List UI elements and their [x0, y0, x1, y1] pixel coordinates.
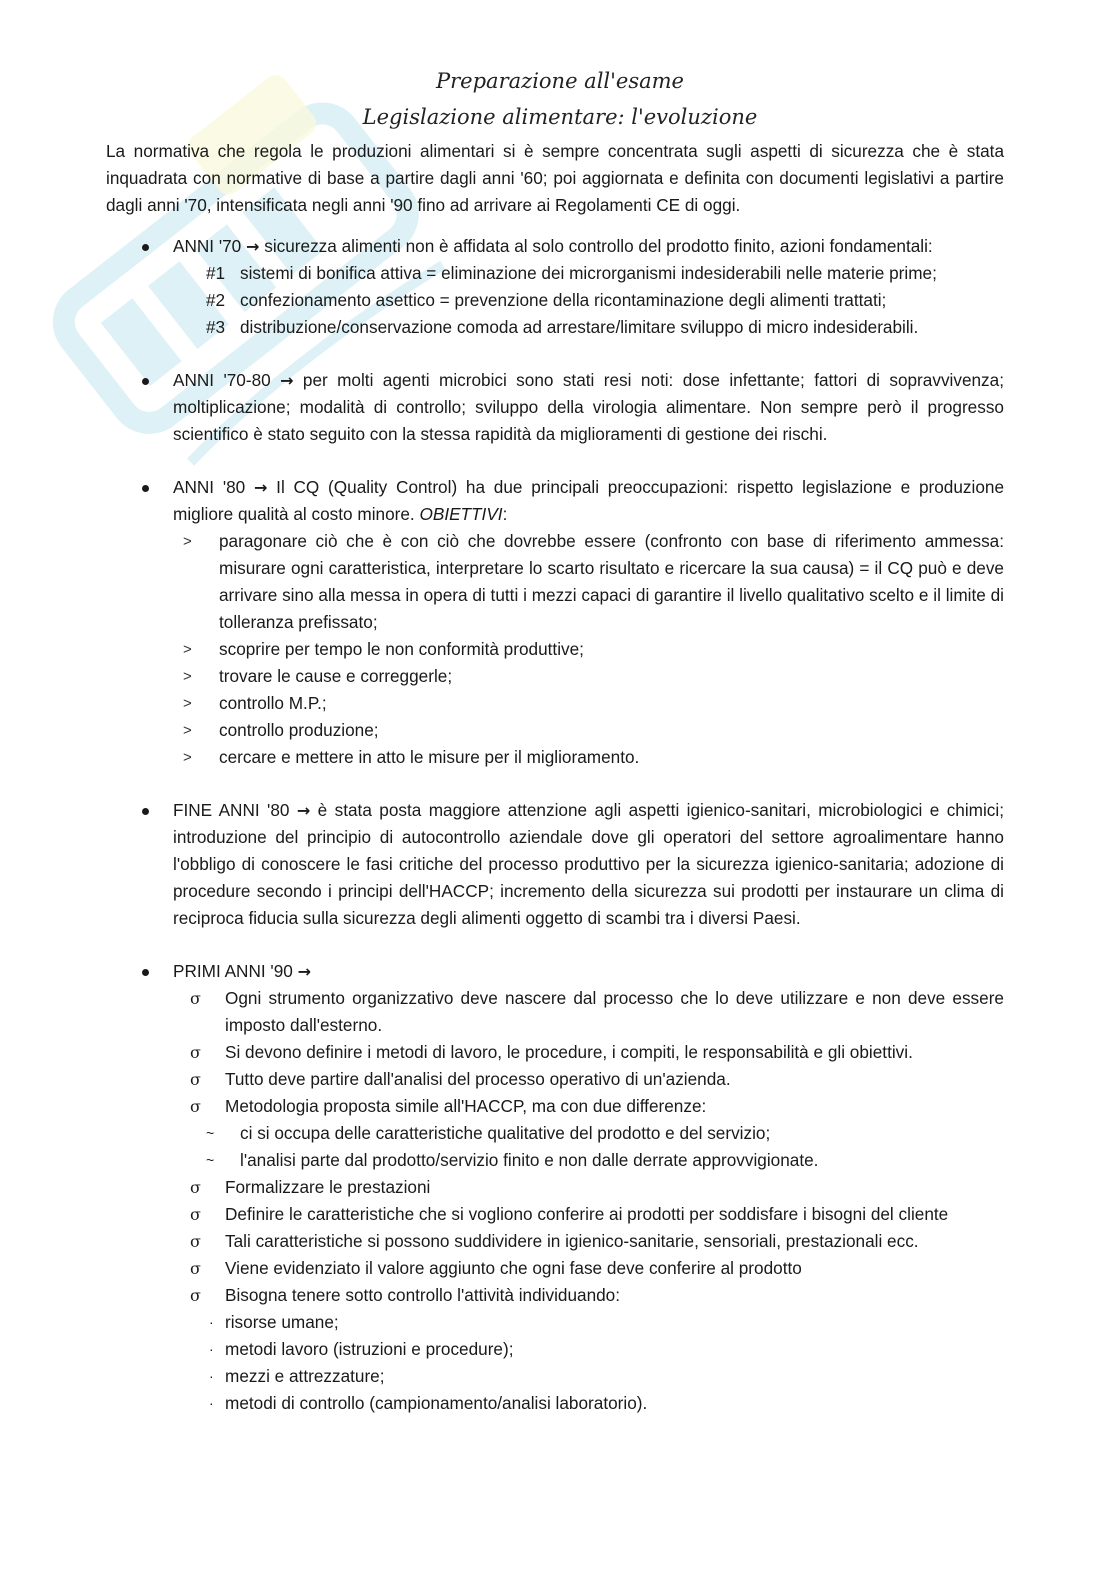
list-item: σ Si devono definire i metodi di lavoro, le procedure, i compiti, le responsabilità e gli obiettivi. [190, 1042, 913, 1062]
list-item: σ Bisogna tenere sotto controllo l'attività individuando: [190, 1285, 621, 1305]
section-fine-anni-80 [106, 797, 1004, 932]
objectives-label: OBIETTIVI [419, 504, 503, 524]
section-label: PRIMI ANNI '90 [173, 961, 293, 981]
list-item: σ Tutto deve partire dall'analisi del processo operativo di un'azienda. [190, 1069, 731, 1089]
arrow-icon: → [296, 801, 311, 820]
list-item: ~ ci si occupa delle caratteristiche qualitative del prodotto e del servizio; [206, 1123, 771, 1143]
list-item: · metodi di controllo (campionamento/analisi laboratorio). [209, 1393, 648, 1413]
list-item: > cercare e mettere in atto le misure per il miglioramento. [183, 747, 640, 767]
arrow-icon: → [246, 237, 260, 256]
list-item: > controllo produzione; [183, 720, 379, 740]
section-anni-80: ANNI '80 → Il CQ (Quality Control) ha due principali preoccupazioni: rispetto legislazione e produzione migliore qualità al costo minore. OBIETTIVI: > paragonare ciò che è con ciò che dovrebbe essere (confronto con base di riferimento ammessa: misurare ogni caratteristica, interpretare lo scarto risultato e ricercare la sua causa) = il CQ può e deve arrivare sino alla messa in opera di tutti i mezzi capaci di garantire il livello qualitativo scelto e il limite di tolleranza prefissato; > scoprire per tempo le non conformità produttive; > trovare le cause e correggerle; > controllo M.P.; > controllo produzione; > cercare e mettere in atto le misure per il miglioramento. [106, 474, 1004, 771]
doc-subtitle: Legislazione alimentare: l'evoluzione [362, 105, 758, 129]
list-item: #3 distribuzione/conservazione comoda ad arrestare/limitare sviluppo di micro indesiderabili. [206, 317, 919, 337]
document-page [106, 62, 1004, 1443]
section-label: ANNI '70-80 [173, 370, 271, 390]
list-item: σ Formalizzare le prestazioni [190, 1177, 431, 1197]
bullet-icon [142, 808, 149, 815]
section-label: ANNI '70 [173, 236, 242, 256]
list-item: σ Tali caratteristiche si possono suddividere in igienico-sanitarie, sensoriali, prestazionali ecc. [190, 1231, 919, 1251]
doc-title: Preparazione all'esame [436, 69, 684, 93]
bullet-icon [142, 969, 149, 976]
bullet-icon [142, 485, 149, 492]
bullet-icon [142, 378, 149, 385]
list-item: > scoprire per tempo le non conformità produttive; [183, 639, 584, 659]
section-text: Il CQ (Quality Control) ha due principali preoccupazioni: rispetto legislazione e produzione migliore qualità al costo minore. [173, 477, 1005, 524]
list-item: · metodi lavoro (istruzioni e procedure); [209, 1339, 514, 1359]
intro-paragraph: La normativa che regola le produzioni alimentari si è sempre concentrata sugli aspetti di sicurezza che è stata inquadrata con normative di base a partire dagli anni '60; poi aggiornata e definita con documenti legislativi a partire dagli anni '70, intensificata negli anni '90 fino ad arrivare ai Regolamenti CE di oggi. [106, 141, 1004, 215]
arrow-icon: → [280, 371, 294, 390]
bullet-icon [142, 244, 149, 251]
section-text: è stata posta maggiore attenzione agli aspetti igienico-sanitari, microbiologici e chimici; introduzione del principio di autocontrollo aziendale dove gli operatori del settore agroalimentare hanno l'obbligo di conoscere le fasi critiche del processo produttivo per la sicurezza igienico-sanitaria; adozione di procedure secondo i principi dell'HACCP; incremento della sicurezza sui prodotti per instaurare un clima di reciproca fiducia sulla sicurezza degli alimenti oggetto di scambi tra i diversi Paesi. [173, 800, 1004, 928]
section-label: ANNI '80 [173, 477, 246, 497]
section-primi-anni-90 [106, 958, 1004, 1417]
list-item: σ Definire le caratteristiche che si vogliono conferire ai prodotti per soddisfare i bisogni del cliente [190, 1204, 949, 1224]
list-item: #1 sistemi di bonifica attiva = eliminazione dei microrganismi indesiderabili nelle materie prime; [206, 263, 937, 283]
section-anni-70 [106, 233, 1004, 341]
list-item: > controllo M.P.; [183, 693, 327, 713]
list-item: #2 confezionamento asettico = prevenzione della ricontaminazione degli alimenti trattati; [206, 290, 887, 310]
section-anni-70-80 [106, 367, 1004, 448]
list-item: > paragonare ciò che è con ciò che dovrebbe essere (confronto con base di riferimento ammessa: misurare ogni caratteristica, interpretare lo scarto risultato e ricercare la sua causa) = il CQ può e deve arrivare sino alla messa in opera di tutti i mezzi capaci di garantire il livello qualitativo scelto e il limite di tolleranza prefissato; [183, 531, 1004, 632]
list-item: · risorse umane; [209, 1312, 339, 1332]
section-text: per molti agenti microbici sono stati resi noti: dose infettante; fattori di sopravvivenza; moltiplicazione; modalità di controllo; sviluppo della virologia alimentare. Non sempre però il progresso scientifico è stato seguito con la stessa rapidità da miglioramenti di gestione dei rischi. [173, 370, 1004, 444]
list-item: σ Ogni strumento organizzativo deve nascere dal processo che lo deve utilizzare e non deve essere imposto dall'esterno. [190, 988, 1004, 1035]
section-text: sicurezza alimenti non è affidata al solo controllo del prodotto finito, azioni fondamentali: [264, 236, 933, 256]
arrow-icon: → [297, 962, 311, 981]
section-label: FINE ANNI '80 [173, 800, 290, 820]
list-item: σ Metodologia proposta simile all'HACCP, ma con due differenze: [190, 1096, 707, 1116]
arrow-icon: → [254, 478, 268, 497]
list-item: σ Viene evidenziato il valore aggiunto che ogni fase deve conferire al prodotto [190, 1258, 802, 1278]
list-item: > trovare le cause e correggerle; [183, 666, 453, 686]
list-item: ~ l'analisi parte dal prodotto/servizio finito e non dalle derrate approvvigionate. [206, 1150, 819, 1170]
list-item: · mezzi e attrezzature; [209, 1366, 385, 1386]
